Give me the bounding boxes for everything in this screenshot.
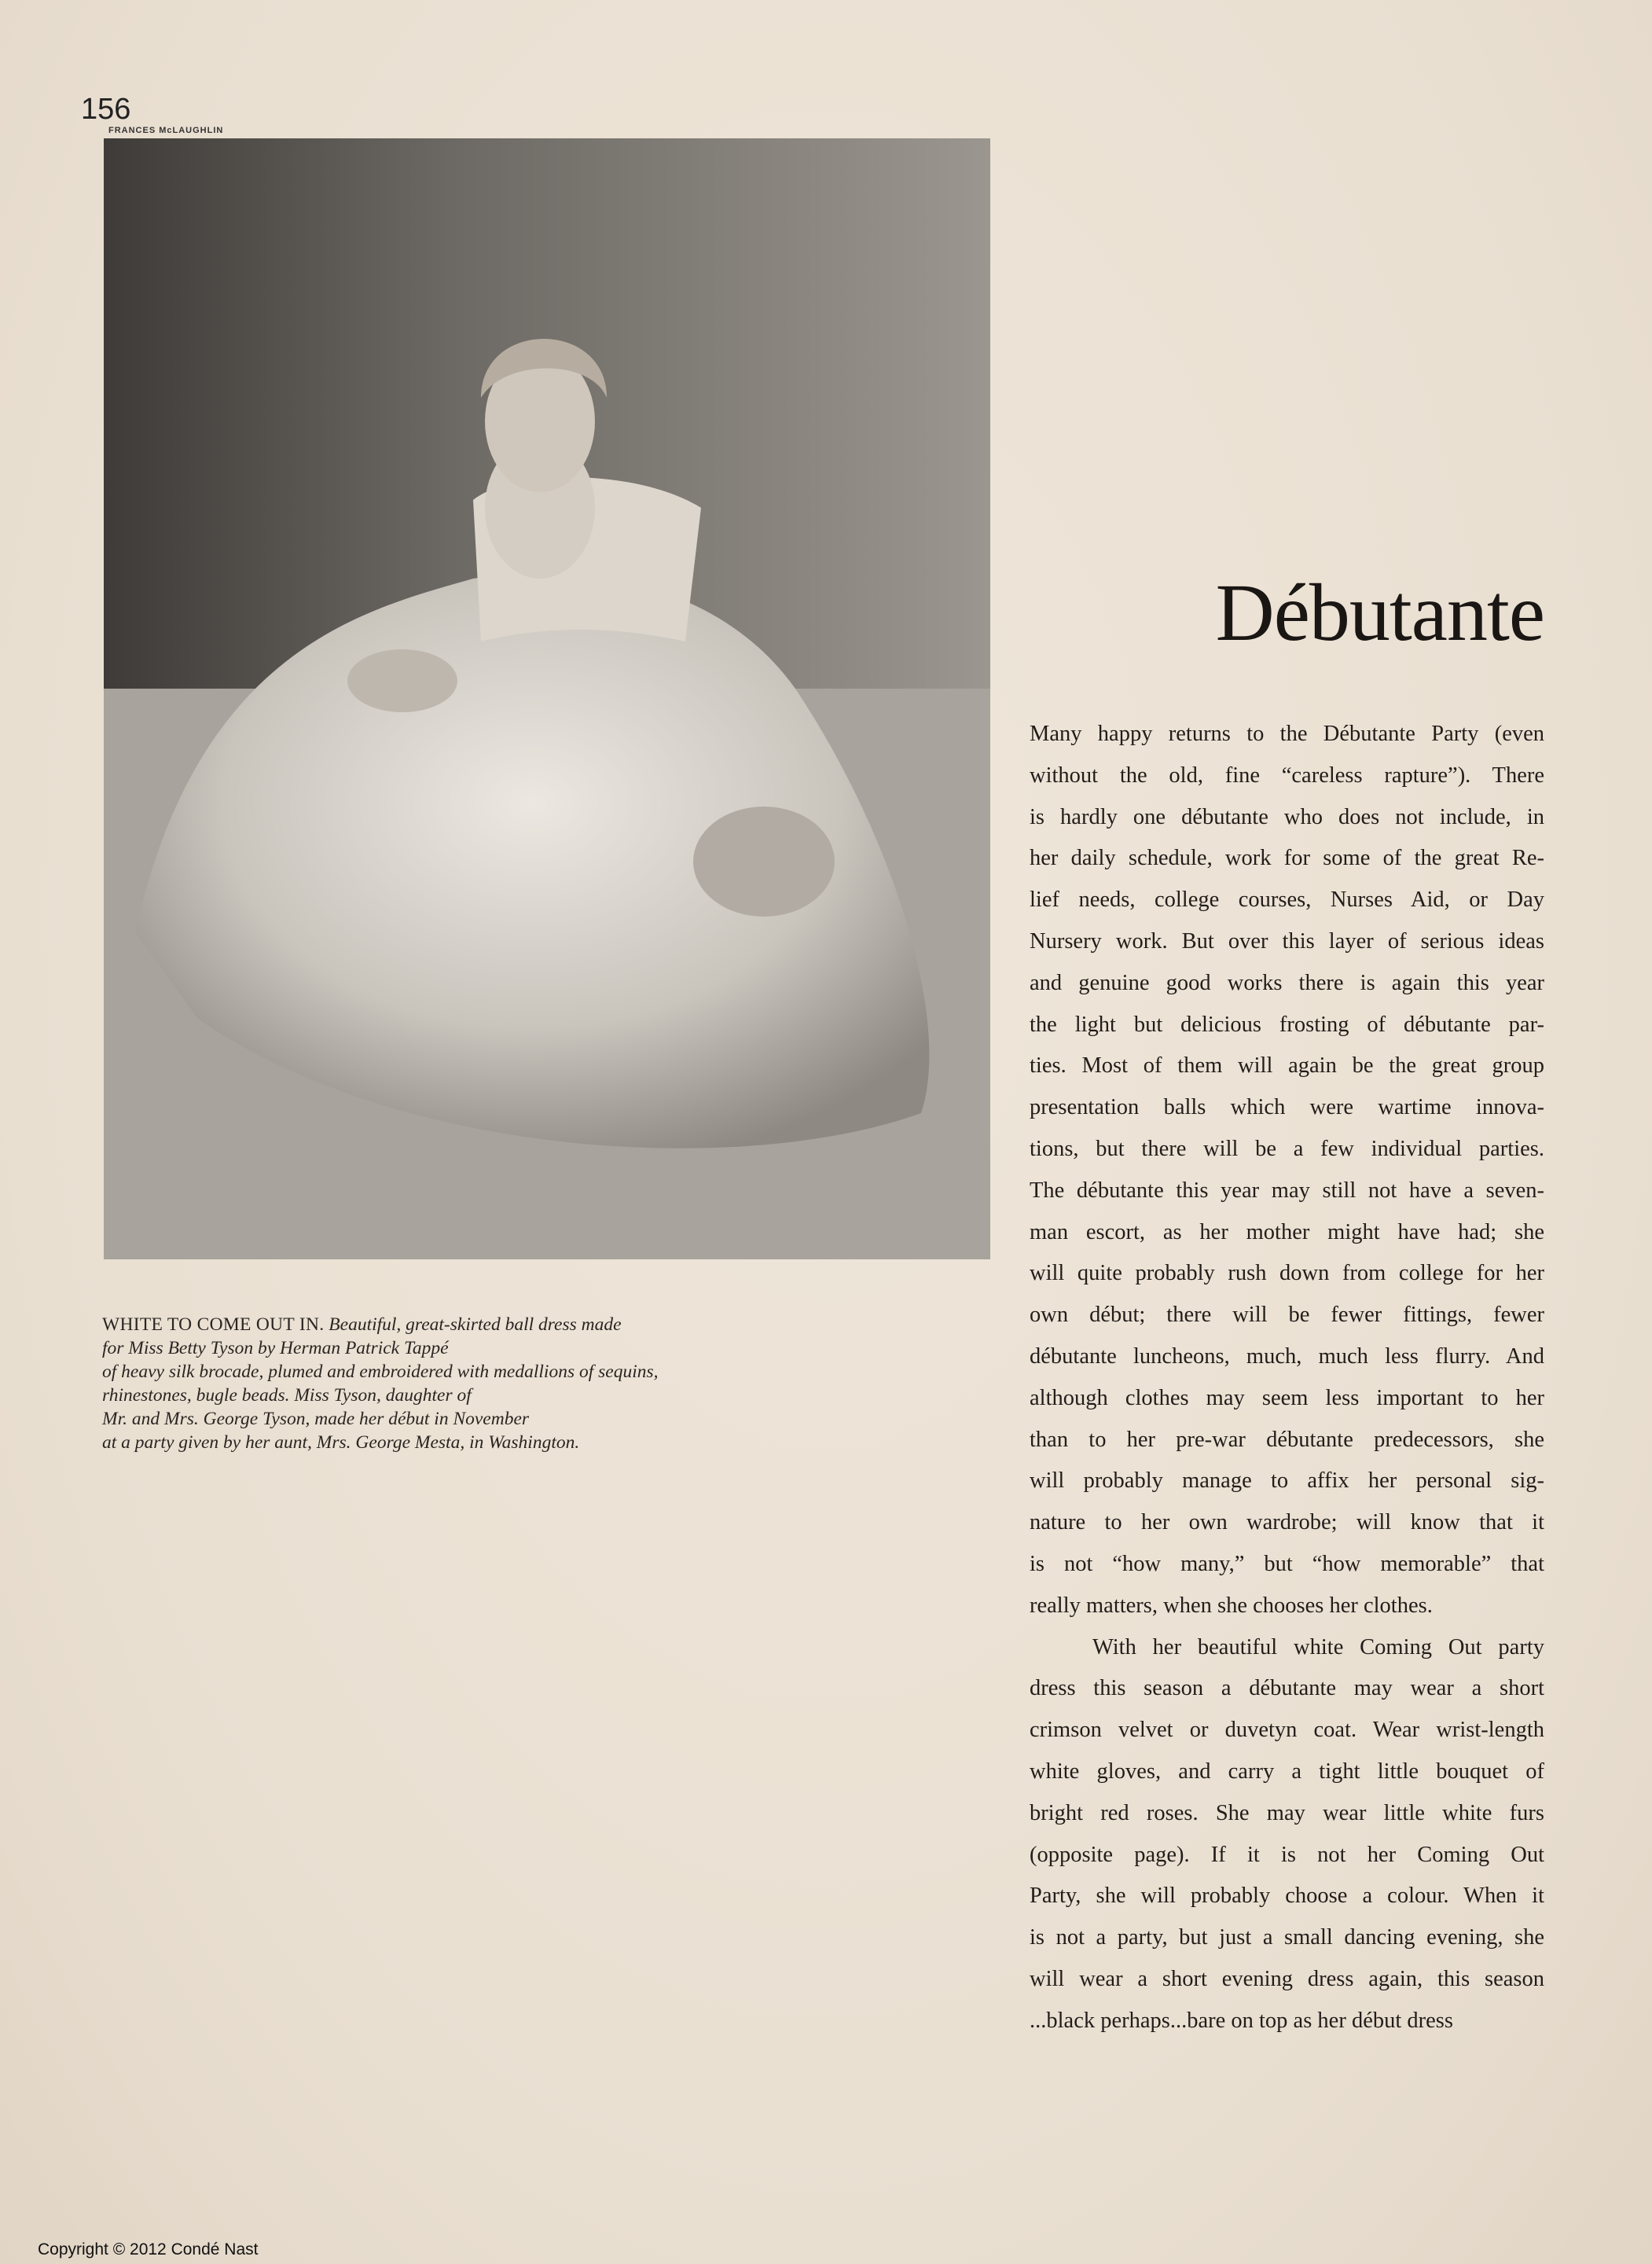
caption-line: Mr. and Mrs. George Tyson, made her début in November xyxy=(102,1409,530,1429)
caption-line: rhinestones, bugle beads. Miss Tyson, daughter of xyxy=(102,1385,472,1406)
body-line: crimson velvet or duvetyn coat. Wear wrist-length xyxy=(1030,1718,1544,1743)
body-line: will probably manage to affix her personal sig- xyxy=(1030,1468,1544,1494)
body-line: will wear a short evening dress again, this season xyxy=(1030,1966,1544,1991)
body-line: her daily schedule, work for some of the great Re- xyxy=(1030,846,1544,871)
body-line: nature to her own wardrobe; will know that it xyxy=(1030,1510,1544,1535)
body-line: although clothes may seem less important to her xyxy=(1030,1385,1544,1410)
body-line: Many happy returns to the Débutante Party (even xyxy=(1030,722,1544,746)
body-line: and genuine good works there is again this year xyxy=(1030,970,1544,995)
body-line: ...black perhaps...bare on top as her début dress xyxy=(1030,2008,1453,2033)
caption-lead: WHITE TO COME OUT IN. xyxy=(102,1314,325,1335)
body-line: bright red roses. She may wear little white furs xyxy=(1030,1800,1544,1825)
body-line: Party, she will probably choose a colour. When it xyxy=(1030,1884,1544,1909)
page-number: 156 xyxy=(81,93,131,126)
body-line: With her beautiful white Coming Out party xyxy=(1092,1634,1544,1659)
body-line: the light but delicious frosting of débutante par- xyxy=(1030,1012,1544,1037)
body-line: dress this season a débutante may wear a short xyxy=(1030,1676,1544,1701)
body-line: than to her pre-war débutante predecessors, she xyxy=(1030,1427,1544,1452)
photograph xyxy=(104,138,990,1259)
body-line: own début; there will be fewer fittings, fewer xyxy=(1030,1303,1544,1328)
body-line: presentation balls which were wartime innova- xyxy=(1030,1095,1544,1120)
body-line: tions, but there will be a few individual parties. xyxy=(1030,1136,1544,1161)
photograph-debutante-icon xyxy=(104,138,990,1259)
body-line: without the old, fine “careless rapture”). There xyxy=(1030,763,1544,788)
caption-line: WHITE TO COME OUT IN. Beautiful, great-skirted ball dress made xyxy=(102,1314,622,1335)
caption-line: at a party given by her aunt, Mrs. George Mesta, in Washington. xyxy=(102,1432,580,1453)
body-line: ties. Most of them will again be the great group xyxy=(1030,1053,1544,1079)
body-line: really matters, when she chooses her clothes. xyxy=(1030,1593,1433,1618)
body-line: (opposite page). If it is not her Coming Out xyxy=(1030,1842,1544,1867)
body-line: lief needs, college courses, Nurses Aid, or Day xyxy=(1030,888,1544,913)
photo-credit: FRANCES McLAUGHLIN xyxy=(108,126,224,135)
body-line: débutante luncheons, much, much less flurry. And xyxy=(1030,1343,1544,1369)
body-line: man escort, as her mother might have had; she xyxy=(1030,1219,1544,1244)
body-line: white gloves, and carry a tight little bouquet of xyxy=(1030,1759,1544,1784)
body-line: The débutante this year may still not have a seven- xyxy=(1030,1178,1544,1203)
body-line: is hardly one débutante who does not include, in xyxy=(1030,804,1544,829)
body-line: will quite probably rush down from college for her xyxy=(1030,1261,1544,1286)
photo-caption xyxy=(102,1313,809,1454)
body-line: is not a party, but just a small dancing evening, she xyxy=(1030,1925,1544,1950)
article-body xyxy=(1030,714,1544,2042)
copyright-notice: Copyright © 2012 Condé Nast xyxy=(38,2240,259,2258)
caption-line: of heavy silk brocade, plumed and embroidered with medallions of sequins, xyxy=(102,1362,659,1382)
article-title: Débutante xyxy=(1215,568,1544,658)
caption-line: for Miss Betty Tyson by Herman Patrick Tappé xyxy=(102,1338,449,1358)
body-line: Nursery work. But over this layer of serious ideas xyxy=(1030,928,1544,954)
body-line: is not “how many,” but “how memorable” that xyxy=(1030,1551,1544,1576)
